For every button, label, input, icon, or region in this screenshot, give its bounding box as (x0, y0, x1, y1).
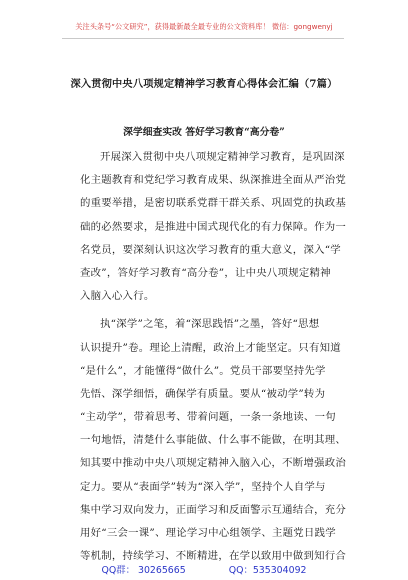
section-title: 深学细查实改 答好学习教育“高分卷” (123, 127, 285, 138)
article-body (80, 146, 347, 568)
banner: 关注头条号“公文研究”，获得最新最全最专业的公文资料库！ 微信：gongwenyj (75, 22, 333, 31)
document-title: 深入贯彻中央八项规定精神学习教育心得体会汇编（7篇） (70, 78, 338, 90)
qq-group-label: QQ群： 30265665 (101, 565, 186, 576)
text-line: 查改”，答好学习教育“高分卷”，让中央八项规定精神 (80, 266, 331, 279)
text-line: 定力。要从“表面学”转为“深入学”，坚持个人自学与 (80, 480, 326, 493)
text-line: 认识提升”卷。理论上清醒，政治上才能坚定。只有知道 (80, 341, 341, 354)
qq-contact-label: QQ：535304092 (228, 565, 307, 576)
text-line: 用好“三会一课”、理论学习中心组领学、主题党日践学 (80, 527, 336, 539)
footer (0, 562, 408, 576)
text-line: 入脑入心入行。 (80, 290, 155, 303)
paragraph-2 (80, 313, 347, 568)
text-line: 化主题教育和党纪学习教育成果、纵深推进全面从严治党 (80, 174, 347, 187)
text-line: 一句地悟，清楚什么事能做、什么事不能做，在明其理、 (80, 434, 347, 447)
banner-divider (62, 38, 344, 39)
text-line: 开展深入贯彻中央八项规定精神学习教育，是巩固深 (100, 151, 345, 163)
text-line: 集中学习双向发力，正面学习和反面警示互通结合，充分 (80, 503, 347, 516)
paragraph-1 (80, 146, 347, 308)
text-line: 名党员，要深刻认识这次学习教育的重大意义，深入“学 (80, 243, 341, 256)
text-line: 知其要中推动中央八项规定精神入脑入心，不断增强政治 (80, 457, 347, 470)
text-line: 础的必然要求，是推进中国式现代化的有力保障。作为一 (80, 220, 347, 233)
text-line: 的重要举措，是密切联系党群干群关系、巩固党的执政基 (80, 197, 347, 210)
text-line: 先悟、深学细悟，确保学有质量。要从“被动学”转为 (80, 387, 326, 400)
text-line: 执“深学”之笔，着“深思践悟”之墨，答好“思想 (100, 318, 320, 331)
text-line: “主动学”，带着思考、带着问题，一条一条地读、一句 (80, 411, 336, 424)
text-line: 等机制，持续学习、不断精进，在学以致用中做到知行合 (80, 550, 347, 563)
text-line: “是什么”，才能懂得“做什么”。党员干部要坚持先学 (80, 364, 326, 377)
